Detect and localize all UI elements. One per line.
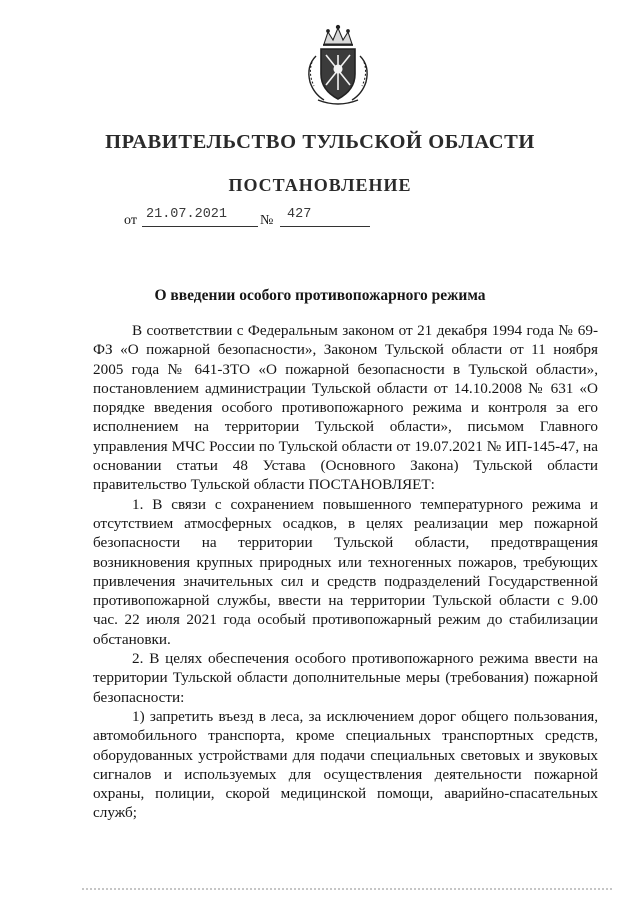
document-meta: [124, 207, 384, 229]
clause-2-paragraph: 2. В целях обеспечения особого противопожарного режима ввести на территории Тульской области дополнительные меры (требования) пожарной безопасности:: [93, 650, 598, 706]
organization-name: ПРАВИТЕЛЬСТВО ТУЛЬСКОЙ ОБЛАСТИ: [105, 131, 535, 153]
document-title: О введении особого противопожарного режима: [154, 287, 486, 304]
preamble-paragraph: В соответствии с Федеральным законом от 21 декабря 1994 года № 69-ФЗ «О пожарной безопасности», Законом Тульской области от 11 ноября 2005 года № 641-ЗТО «О пожарной безопасности в Тульской области», постановлением администрации Тульской области от 14.10.2008 № 631 «О порядке введения особого противопожарного режима и контроля за его исполнением на территории Тульской области», письмом Главного управления МЧС России по Тульской области от 19.07.2021 № ИП-145-47, на основании статьи 48 Устава (Основного Закона) Тульской области правительство Тульской области ПОСТАНОВЛЯЕТ:: [93, 322, 598, 494]
document-date: 21.07.2021: [146, 207, 228, 222]
clause-1-paragraph: 1. В связи с сохранением повышенного температурного режима и отсутствием атмосферных осадков, в целях реализации мер пожарной безопасности на территории Тульской области, предотвращения возникновения крупных природных или техногенных пожаров, требующих привлечения значительных сил и средств подразделений Государственной противопожарной службы, ввести на территории Тульской области с 9.00 час. 22 июля 2021 года особый противопожарный режим до стабилизации обстановки.: [93, 495, 598, 648]
coat-of-arms-icon: [302, 22, 374, 108]
number-underline: [280, 226, 370, 227]
number-label: №: [260, 213, 274, 228]
document-type: ПОСТАНОВЛЕНИЕ: [228, 175, 412, 195]
page-bottom-edge: [82, 884, 612, 890]
document-number: 427: [287, 207, 312, 222]
date-underline: [142, 226, 258, 227]
date-label: от: [124, 213, 137, 228]
subclause-1-paragraph: 1) запретить въезд в леса, за исключением дорог общего пользования, автомобильного транспорта, кроме специальных транспортных средств, оборудованных устройствами для подачи специальных световых и звуковых сигналов и используемых для осуществления деятельности пожарной охраны, полиции, скорой медицинской помощи, аварийно-спасательных служб;: [93, 707, 598, 822]
document-body: [93, 321, 598, 823]
